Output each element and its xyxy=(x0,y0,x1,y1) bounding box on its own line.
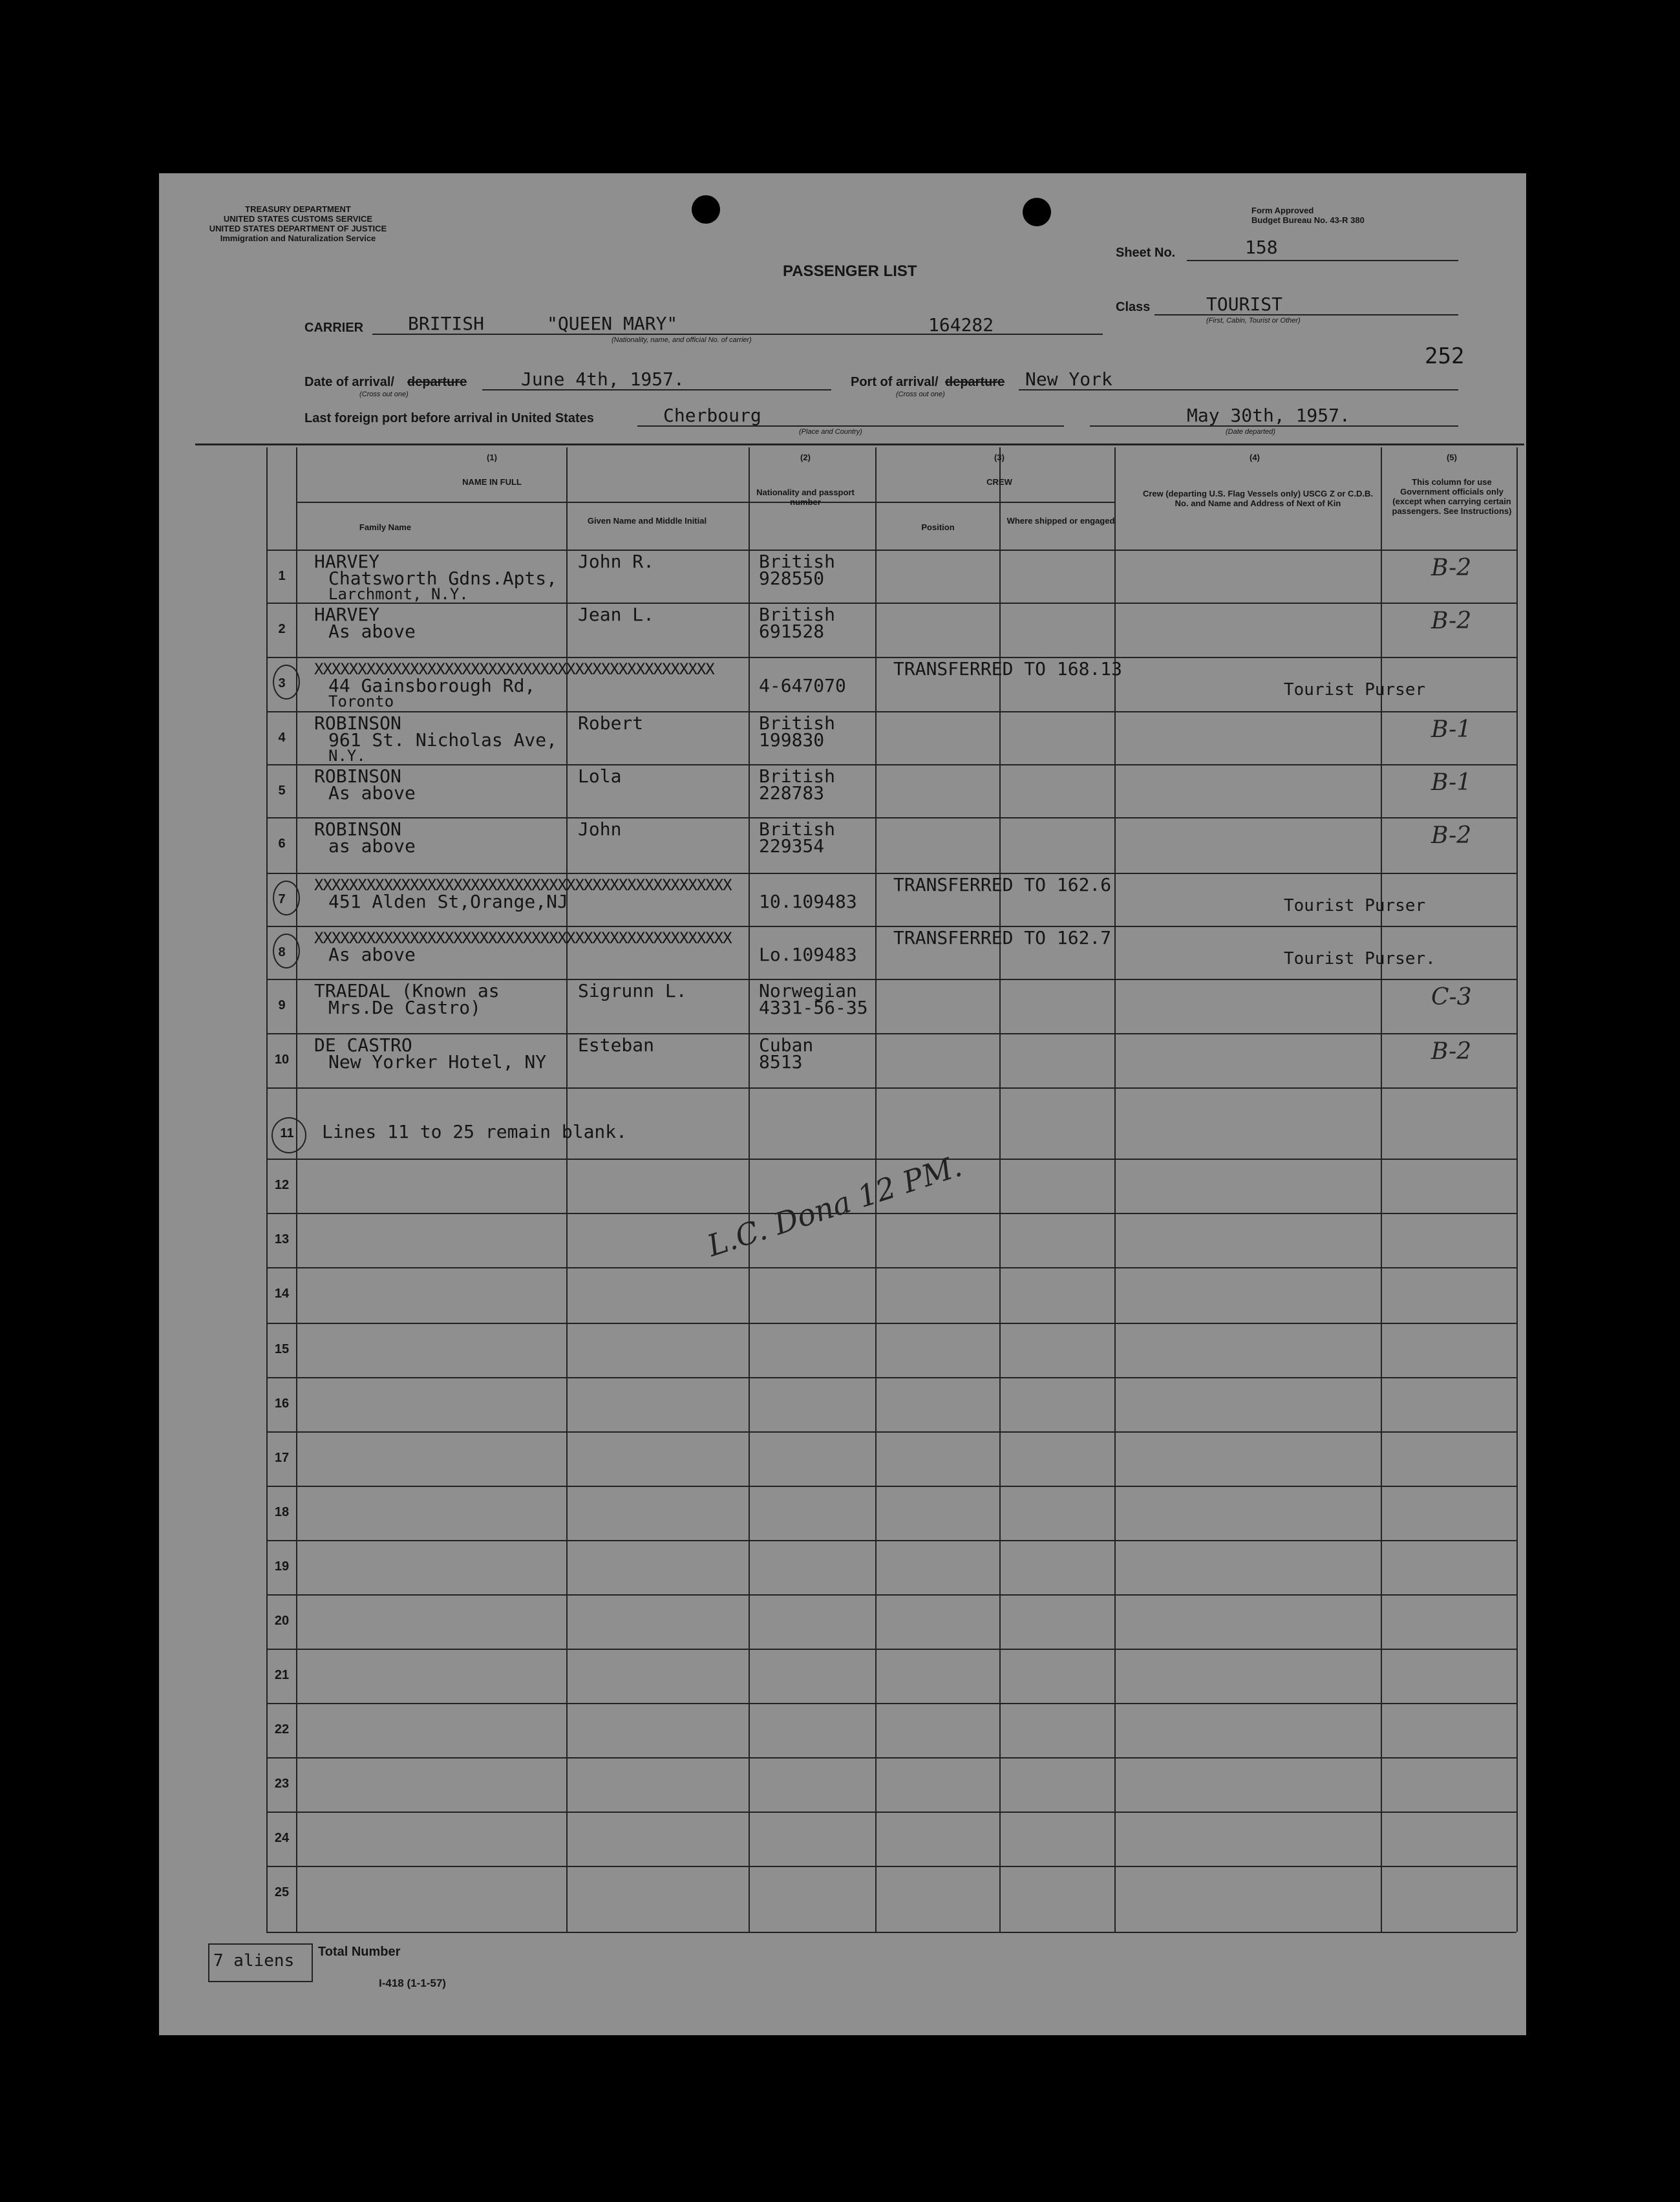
given-name: Robert xyxy=(578,712,644,734)
visa-class-code: B-2 xyxy=(1431,822,1472,849)
table-row-rule xyxy=(266,550,1516,551)
passport-number: 8513 xyxy=(759,1051,803,1073)
row-number: 7 xyxy=(278,892,286,906)
struck-departure-word: departure xyxy=(407,375,467,389)
nationality: British xyxy=(759,818,836,840)
row-number: 17 xyxy=(274,1451,290,1465)
row-number: 6 xyxy=(278,837,286,851)
nationality: Cuban xyxy=(759,1034,814,1056)
form-approved xyxy=(1251,206,1458,225)
col2-number: (2) xyxy=(800,453,811,462)
table-row-rule xyxy=(266,1323,1516,1324)
row-number: 8 xyxy=(278,945,286,959)
passport-number: 4331-56-35 xyxy=(759,997,868,1018)
row-number: 23 xyxy=(274,1777,290,1791)
table-row-rule xyxy=(266,764,1516,765)
col1-number: (1) xyxy=(487,453,497,462)
address-line-2: N.Y. xyxy=(328,747,366,765)
address: As above xyxy=(328,944,416,965)
family-name: XXXXXXXXXXXXXXXXXXXXXXXXXXXXXXXXXXXXXXXXXXXXXX xyxy=(314,660,714,678)
col-family-name: Family Name xyxy=(359,522,412,532)
table-row-rule xyxy=(266,711,1516,712)
col-crew: CREW xyxy=(986,477,1012,487)
family-name: DE CASTRO xyxy=(314,1034,412,1056)
row-number: 14 xyxy=(274,1287,290,1301)
table-row-rule xyxy=(266,1866,1516,1867)
class-hint: (First, Cabin, Tourist or Other) xyxy=(1206,317,1301,325)
carrier-number: 164282 xyxy=(928,314,994,336)
handwritten-note: L.C. Dona 12 PM. xyxy=(703,1148,966,1264)
last-port-value: Cherbourg xyxy=(663,405,761,426)
table-row-rule xyxy=(266,1159,1516,1160)
form-number: I-418 (1-1-57) xyxy=(379,1977,446,1989)
carrier-nationality: BRITISH xyxy=(408,313,485,334)
col4-number: (4) xyxy=(1249,453,1260,462)
agency-header xyxy=(198,204,398,243)
family-name: XXXXXXXXXXXXXXXXXXXXXXXXXXXXXXXXXXXXXXXXXXXXXXXX xyxy=(314,929,732,947)
given-name: Lola xyxy=(578,765,622,787)
last-port-label: Last foreign port before arrival in United States xyxy=(304,411,594,425)
table-row-rule xyxy=(266,1703,1516,1704)
address: as above xyxy=(328,835,416,857)
table-row-rule xyxy=(266,1087,1516,1089)
table-row-rule xyxy=(266,1486,1516,1487)
cross-out-hint-2: (Cross out one) xyxy=(896,390,945,398)
row-number: 3 xyxy=(278,676,286,690)
date-departed-value: May 30th, 1957. xyxy=(1187,405,1350,426)
date-arrival-label: Date of arrival/ xyxy=(304,375,394,389)
row-number: 2 xyxy=(278,622,286,636)
purser-signature-label: Tourist Purser xyxy=(1284,680,1426,700)
row-number: 11 xyxy=(280,1126,294,1140)
carrier-name: "QUEEN MARY" xyxy=(547,313,678,334)
transfer-note: TRANSFERRED TO 162.7 xyxy=(893,927,1112,948)
total-value: 7 aliens xyxy=(213,1951,295,1971)
table-column-rule xyxy=(266,447,268,1932)
row-number: 19 xyxy=(274,1559,290,1574)
visa-class-code: B-2 xyxy=(1431,608,1472,634)
address: 44 Gainsborough Rd, xyxy=(328,675,536,696)
table-row-rule xyxy=(266,1377,1516,1378)
agency-line: TREASURY DEPARTMENT xyxy=(245,204,351,214)
address: New Yorker Hotel, NY xyxy=(328,1051,547,1073)
table-row-rule xyxy=(266,926,1516,927)
col-name-in-full: NAME IN FULL xyxy=(462,477,522,487)
col3-number: (3) xyxy=(994,453,1005,462)
passport-number: 691528 xyxy=(759,621,825,642)
nationality: British xyxy=(759,551,836,572)
visa-class-code: B-1 xyxy=(1431,769,1472,796)
family-name: ROBINSON xyxy=(314,712,401,734)
address: As above xyxy=(328,621,416,642)
sheet-label: Sheet No. xyxy=(1116,246,1176,260)
punch-hole xyxy=(1023,198,1051,226)
row-number: 24 xyxy=(274,1831,290,1845)
table-row-rule xyxy=(266,1812,1516,1813)
table-row-rule xyxy=(266,1932,1516,1933)
table-row-rule xyxy=(266,1540,1516,1541)
table-column-rule xyxy=(1516,447,1518,1932)
table-row-rule xyxy=(266,1267,1516,1268)
class-label: Class xyxy=(1116,300,1151,314)
row-number-circle xyxy=(273,934,300,968)
address: Chatsworth Gdns.Apts, xyxy=(328,568,558,589)
table-row-rule xyxy=(266,1649,1516,1650)
cross-out-hint: (Cross out one) xyxy=(359,390,409,398)
col-given-name: Given Name and Middle Initial xyxy=(587,516,707,526)
date-arrival-value: June 4th, 1957. xyxy=(521,369,685,390)
address: As above xyxy=(328,782,416,804)
address-line-2: Toronto xyxy=(328,692,394,711)
blank-lines-note: Lines 11 to 25 remain blank. xyxy=(322,1121,628,1142)
stamp-number: 252 xyxy=(1425,343,1465,369)
transfer-note: TRANSFERRED TO 168.13 xyxy=(893,658,1123,679)
agency-line: UNITED STATES DEPARTMENT OF JUSTICE xyxy=(209,224,387,233)
date-departed-hint: (Date departed) xyxy=(1226,428,1276,436)
total-label: Total Number xyxy=(318,1945,401,1959)
family-name: TRAEDAL (Known as xyxy=(314,980,500,1001)
row-number: 12 xyxy=(274,1178,290,1192)
visa-class-code: B-2 xyxy=(1431,555,1472,581)
transfer-note: TRANSFERRED TO 162.6 xyxy=(893,874,1112,895)
nationality: British xyxy=(759,765,836,787)
family-name: HARVEY xyxy=(314,551,380,572)
table-row-rule xyxy=(266,1594,1516,1596)
visa-class-code: B-1 xyxy=(1431,716,1472,743)
address-line-2: Larchmont, N.Y. xyxy=(328,585,469,603)
col5-number: (5) xyxy=(1447,453,1457,462)
col-crew-departing: Crew (departing U.S. Flag Vessels only) USCG Z or C.D.B. No. and Name and Address of Next of Kin xyxy=(1142,489,1374,508)
table-row-rule xyxy=(266,1757,1516,1758)
table-row-rule xyxy=(266,817,1516,818)
row-number: 15 xyxy=(274,1342,290,1356)
family-name: ROBINSON xyxy=(314,765,401,787)
port-arrival-value: New York xyxy=(1025,369,1112,390)
col-where-shipped: Where shipped or engaged xyxy=(1006,516,1115,526)
col-position: Position xyxy=(921,522,955,532)
header-subrule xyxy=(296,502,1114,503)
passport-number: 199830 xyxy=(759,729,825,751)
sheet-number: 158 xyxy=(1245,237,1278,258)
family-name: ROBINSON xyxy=(314,818,401,840)
row-number: 9 xyxy=(278,998,286,1012)
row-number: 4 xyxy=(278,731,286,745)
page-title: PASSENGER LIST xyxy=(783,262,917,280)
nationality: Norwegian xyxy=(759,980,857,1001)
agency-line: UNITED STATES CUSTOMS SERVICE xyxy=(223,214,373,224)
address: 451 Alden St,Orange,NJ xyxy=(328,891,568,912)
nationality: British xyxy=(759,604,836,625)
passport-number: 928550 xyxy=(759,568,825,589)
table-row-rule xyxy=(266,1213,1516,1214)
row-number: 1 xyxy=(278,569,286,583)
given-name: Jean L. xyxy=(578,604,655,625)
given-name: Sigrunn L. xyxy=(578,980,687,1001)
visa-class-code: C-3 xyxy=(1431,984,1472,1010)
table-row-rule xyxy=(266,1033,1516,1034)
row-number: 21 xyxy=(274,1668,290,1682)
struck-departure-word: departure xyxy=(945,375,1005,389)
port-arrival-label: Port of arrival/ xyxy=(851,375,939,389)
passenger-list-form xyxy=(159,173,1526,2035)
given-name: Esteban xyxy=(578,1034,655,1056)
family-name: XXXXXXXXXXXXXXXXXXXXXXXXXXXXXXXXXXXXXXXXXXXXXXXX xyxy=(314,876,732,894)
table-row-rule xyxy=(266,657,1516,658)
visa-class-code: B-2 xyxy=(1431,1038,1472,1065)
passport-number: 10.109483 xyxy=(759,891,857,912)
address: Mrs.De Castro) xyxy=(328,997,482,1018)
row-number-circle xyxy=(273,881,300,915)
col-gov-use: This column for use Government officials only (except when carrying certain passengers. See Instructions) xyxy=(1392,477,1512,516)
carrier-label: CARRIER xyxy=(304,321,364,335)
form-approved-line: Budget Bureau No. 43-R 380 xyxy=(1251,215,1365,225)
form-approved-line: Form Approved xyxy=(1251,206,1314,215)
row-number: 25 xyxy=(274,1885,290,1899)
passport-number: Lo.109483 xyxy=(759,944,857,965)
passport-number: 229354 xyxy=(759,835,825,857)
purser-signature-label: Tourist Purser xyxy=(1284,896,1426,915)
row-number: 22 xyxy=(274,1722,290,1737)
table-column-rule xyxy=(1381,447,1382,1932)
family-name: HARVEY xyxy=(314,604,380,625)
passport-number: 4-647070 xyxy=(759,675,846,696)
row-number-circle xyxy=(273,665,300,700)
purser-signature-label: Tourist Purser. xyxy=(1284,949,1436,968)
row-number: 10 xyxy=(274,1053,290,1067)
row-number: 13 xyxy=(274,1232,290,1246)
col-nationality: Nationality and passport number xyxy=(756,487,855,507)
address: 961 St. Nicholas Ave, xyxy=(328,729,558,751)
row-number: 20 xyxy=(274,1614,290,1628)
passport-number: 228783 xyxy=(759,782,825,804)
agency-line: Immigration and Naturalization Service xyxy=(220,233,376,243)
place-hint: (Place and Country) xyxy=(799,428,862,436)
given-name: John R. xyxy=(578,551,655,572)
row-number: 16 xyxy=(274,1396,290,1411)
table-row-rule xyxy=(266,1431,1516,1433)
table-column-rule xyxy=(749,447,750,1932)
given-name: John xyxy=(578,818,622,840)
carrier-hint: (Nationality, name, and official No. of carrier) xyxy=(611,336,752,344)
class-value: TOURIST xyxy=(1206,294,1283,315)
nationality: British xyxy=(759,712,836,734)
punch-hole xyxy=(692,195,720,224)
row-number: 18 xyxy=(274,1505,290,1519)
row-number: 5 xyxy=(278,784,286,798)
table-row-rule xyxy=(266,873,1516,874)
